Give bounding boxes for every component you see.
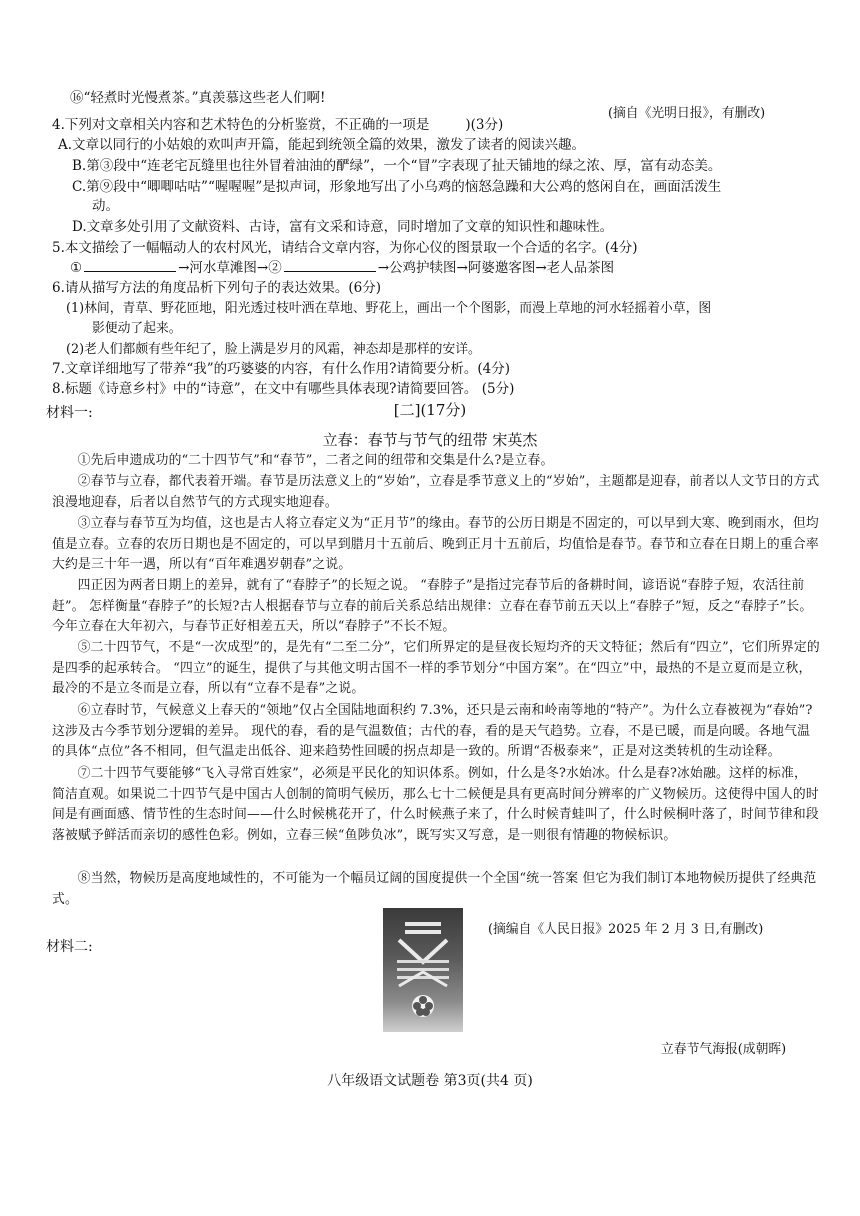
poster-caption: 立春节气海报(成朝晖)	[661, 1042, 787, 1057]
paragraph-2: ②春节与立春，都代表着开端。春节是历法意义上的“岁始”，立春是季节意义上的“岁始”，主题都是迎春，前者以人文节日的方式浪漫地迎春，后者以自然节气的方式现实地迎春。	[52, 474, 820, 510]
paragraph-7: ⑦二十四节气要能够“飞入寻常百姓家”，必须是平民化的知识体系。例如，什么是冬?水始冰。什么是春?冰始融。这样的标准，简洁直观。如果说二十四节气是中国古人创制的简明气候历，那么七十二候便是具有更高时间分辨率的广义物候历。这使得中国人的时间是有画面感、情节性的生态时间——什么时候桃花开了，什么时候燕子来了，什么时候青蛙叫了，什么时候桐叶落了，时间节律和段落被赋予鲜活而亲切的感性色彩。例如，立春三候“鱼陟负冰”，既写实又写意，是一则很有情趣的物候标识。	[52, 766, 819, 843]
q5-chain	[70, 256, 614, 276]
paragraph-3: ③立春与春节互为均值，这也是古人将立春定义为“正月节”的缘由。春节的公历日期是不固定的，可以早到大寒、晚到雨水，但均值是立春。立春的农历日期也是不固定的，可以早到腊月十五前后、晚到正月十五前后，均值恰是春节。春节和立春在日期上的重合率大约是三十年一遇，所以有“百年难遇岁朝春”之说。	[52, 516, 819, 572]
source-renmin: (摘编自《人民日报》2025 年 2 月 3 日,有删改)	[488, 922, 764, 937]
q8: 8.标题《诗意乡村》中的“诗意”，在文中有哪些具体表现?请简要回答。 (5分)	[52, 381, 515, 397]
q4-option-b: B.第③段中“连老宅瓦缝里也往外冒着油油的酽绿”，一个“冒”字表现了扯天铺地的绿之浓、厚，富有动态美。	[72, 158, 722, 174]
q4-option-d: D.文章多处引用了文献资料、古诗，富有文采和诗意，同时增加了文章的知识性和趣味性。	[72, 219, 614, 235]
source-guangming: (摘自《光明日报》，有删改)	[608, 106, 766, 121]
q5-blank-2[interactable]	[284, 259, 376, 272]
paragraph-8: ⑧当然，物候历是高度地域性的，不可能为一个幅员辽阔的国度提供一个全国“统一答案 但它为我们制订本地物候历提供了经典范式。	[52, 871, 817, 907]
quote-line: ⑯“轻煮时光慢煮茶。”真羡慕这些老人们啊!	[70, 90, 326, 106]
q7: 7.文章详细地写了带养“我”的巧婆婆的内容，有什么作用?请简要分析。(4分)	[52, 361, 511, 377]
article-title: 立春：春节与节气的纽带 宋英杰	[322, 431, 538, 449]
section-heading: [二](17分)	[393, 401, 467, 419]
paragraph-6: ⑥立春时节，气候意义上春天的“领地”仅占全国陆地面积约 7.3%，还只是云南和岭南等地的“特产”。为什么立春被视为“春始”?这涉及古今季节划分逻辑的差异。 现代的春，看的是气温数值；古代的春，看的是天气趋势。立春，不是已暖，而是向暖。各地气温的具体“点位”各不相同，但气温走出低谷、迎来趋势性回暖的拐点却是一致的。所谓“否极泰来”，正是对这类转机的生动诠释。	[52, 703, 813, 759]
q4-option-c: C.第⑨段中“唧唧咕咕”“喔喔喔”是拟声词，形象地写出了小乌鸡的恼怒急躁和大公鸡的悠闲自在，画面活泼生	[72, 179, 722, 195]
q6-stem: 6.请从描写方法的角度品析下列句子的表达效果。(6分)	[52, 280, 382, 296]
q5-chain-end: →公鸡护犊图→阿婆邀客图→老人品茶图	[377, 260, 615, 276]
paragraph-4: 四正因为两者日期上的差异，就有了“春脖子”的长短之说。 “春脖子”是指过完春节后的备耕时间，谚语说“春脖子短，农活往前赶”。 怎样衡量“春脖子”的长短?古人根据春节与立春的前后关系总结出规律：立春在春节前五天以上“春脖子”短，反之“春脖子”长。今年立春在大年初六，与春节正好相差五天，所以“春脖子”不长不短。	[52, 578, 813, 634]
q4-option-a: A.文章以同行的小姑娘的欢叫声开篇，能起到统领全篇的效果，激发了读者的阅读兴趣。	[58, 137, 586, 153]
q6-sentence-1-cont: 影便动了起来。	[92, 321, 182, 336]
q6-sentence-2: (2)老人们都颇有些年纪了，脸上满是岁月的风霜，神态却是那样的安详。	[66, 342, 481, 357]
material-2-label: 材料二:	[46, 939, 93, 955]
paragraph-5: ⑤二十四节气，不是“一次成型”的，是先有“二至二分”，它们所界定的是昼夜长短均齐的天文特征；然后有“四立”，它们所界定的是四季的起承转合。 “四立”的诞生，提供了与其他文明古国不一样的季节划分“中国方案”。在“四立”中，最热的不是立夏而是立秋，最冷的不是立冬而是立春，所以有“立春不是春”之说。	[52, 640, 820, 696]
q5-blank-1[interactable]	[84, 259, 176, 272]
q5-circle-1: ①	[70, 260, 83, 276]
paragraph-1: ①先后申遗成功的“二十四节气”和“春节”，二者之间的纽带和交集是什么?是立春。	[77, 453, 554, 468]
q4-score: )(3分)	[465, 117, 504, 133]
q4-stem-text: 4.下列对文章相关内容和艺术特色的分析鉴赏，不正确的一项是	[52, 117, 430, 133]
poster-art	[383, 908, 463, 1032]
q5-chain-mid: →河水草滩图→②	[178, 260, 282, 276]
poster-image	[383, 908, 463, 1032]
material-1-label: 材料一:	[46, 405, 93, 421]
q4-stem	[52, 113, 503, 133]
page-footer: 八年级语文试题卷 第3页(共4 页)	[327, 1073, 533, 1089]
q4-option-c-cont: 动。	[92, 198, 119, 214]
q5-stem: 5.本文描绘了一幅幅动人的农村风光，请结合文章内容，为你心仪的图景取一个合适的名字。(4分)	[52, 240, 638, 256]
q6-sentence-1: (1)林间，青草、野花匝地，阳光透过枝叶洒在草地、野花上，画出一个个图影，而漫上草地的河水轻摇着小草，图	[66, 301, 712, 316]
